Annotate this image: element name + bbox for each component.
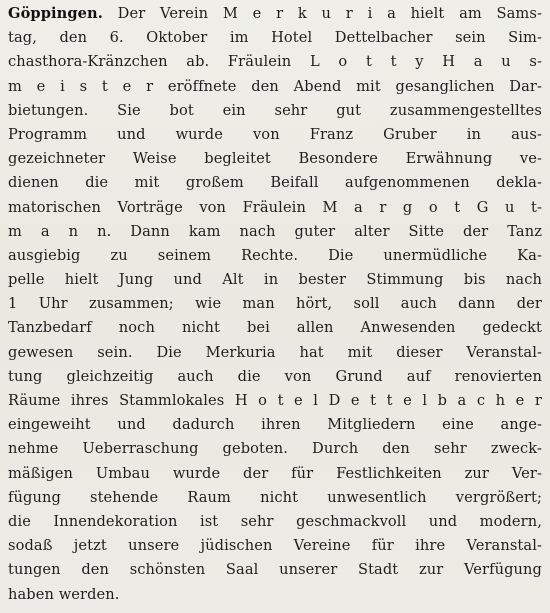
article-line: bietungen. Sie bot ein sehr gut zusammengestelltes bbox=[8, 101, 542, 119]
article-line: Räume ihres Stammlokales H o t e l D e t t e l b a c h e r bbox=[8, 392, 542, 409]
article-line: matorischen Vorträge von Fräulein M a r g o t G u t- bbox=[8, 198, 542, 216]
article-line: gezeichneter Weise begleitet Besondere Erwähnung ve- bbox=[8, 150, 542, 168]
article-line: chasthora-Kränzchen ab. Fräulein L o t t y H a u s- bbox=[8, 53, 542, 71]
article-line: die Innendekoration ist sehr geschmackvoll und modern, bbox=[8, 512, 542, 530]
article-line: 1 Uhr zusammen; wie man hört, soll auch dann der bbox=[8, 295, 542, 313]
article-line: Tanzbedarf noch nicht bei allen Anwesenden gedeckt bbox=[8, 319, 542, 337]
article-line: m e i s t e r eröffnete den Abend mit gesanglichen Dar- bbox=[8, 77, 542, 95]
article-line: mäßigen Umbau wurde der für Festlichkeiten zur Ver- bbox=[8, 464, 542, 482]
article-line bbox=[8, 2, 542, 26]
article-line: tung gleichzeitig auch die von Grund auf renovierten bbox=[8, 367, 542, 385]
place-heading: Göppingen. bbox=[8, 5, 103, 22]
article-line: pelle hielt Jung und Alt in bester Stimmung bis nach bbox=[8, 271, 542, 289]
article-line: ausgiebig zu seinem Rechte. Die unermüdliche Ka- bbox=[8, 246, 542, 264]
article-line: m a n n. Dann kam nach guter alter Sitte der Tanz bbox=[8, 222, 542, 240]
article-line-last: haben werden. bbox=[8, 585, 120, 603]
article-line: dienen die mit großem Beifall aufgenommenen dekla- bbox=[8, 174, 542, 192]
article-line: gewesen sein. Die Merkuria hat mit dieser Veranstal- bbox=[8, 343, 542, 361]
article-line-text: Der Verein M e r k u r i a hielt am Sams- bbox=[102, 5, 542, 22]
article-line: tungen den schönsten Saal unserer Stadt zur Verfügung bbox=[8, 561, 542, 579]
article-line: sodaß jetzt unsere jüdischen Vereine für ihre Veranstal- bbox=[8, 537, 542, 555]
article-text bbox=[8, 2, 542, 607]
article-line: tag, den 6. Oktober im Hotel Dettelbacher sein Sim- bbox=[8, 29, 542, 47]
article-line: Programm und wurde von Franz Gruber in aus- bbox=[8, 125, 542, 143]
article-line: nehme Ueberraschung geboten. Durch den sehr zweck- bbox=[8, 440, 542, 458]
article-line: fügung stehende Raum nicht unwesentlich vergrößert; bbox=[8, 488, 542, 506]
article-line: eingeweiht und dadurch ihren Mitgliedern eine ange- bbox=[8, 416, 542, 434]
